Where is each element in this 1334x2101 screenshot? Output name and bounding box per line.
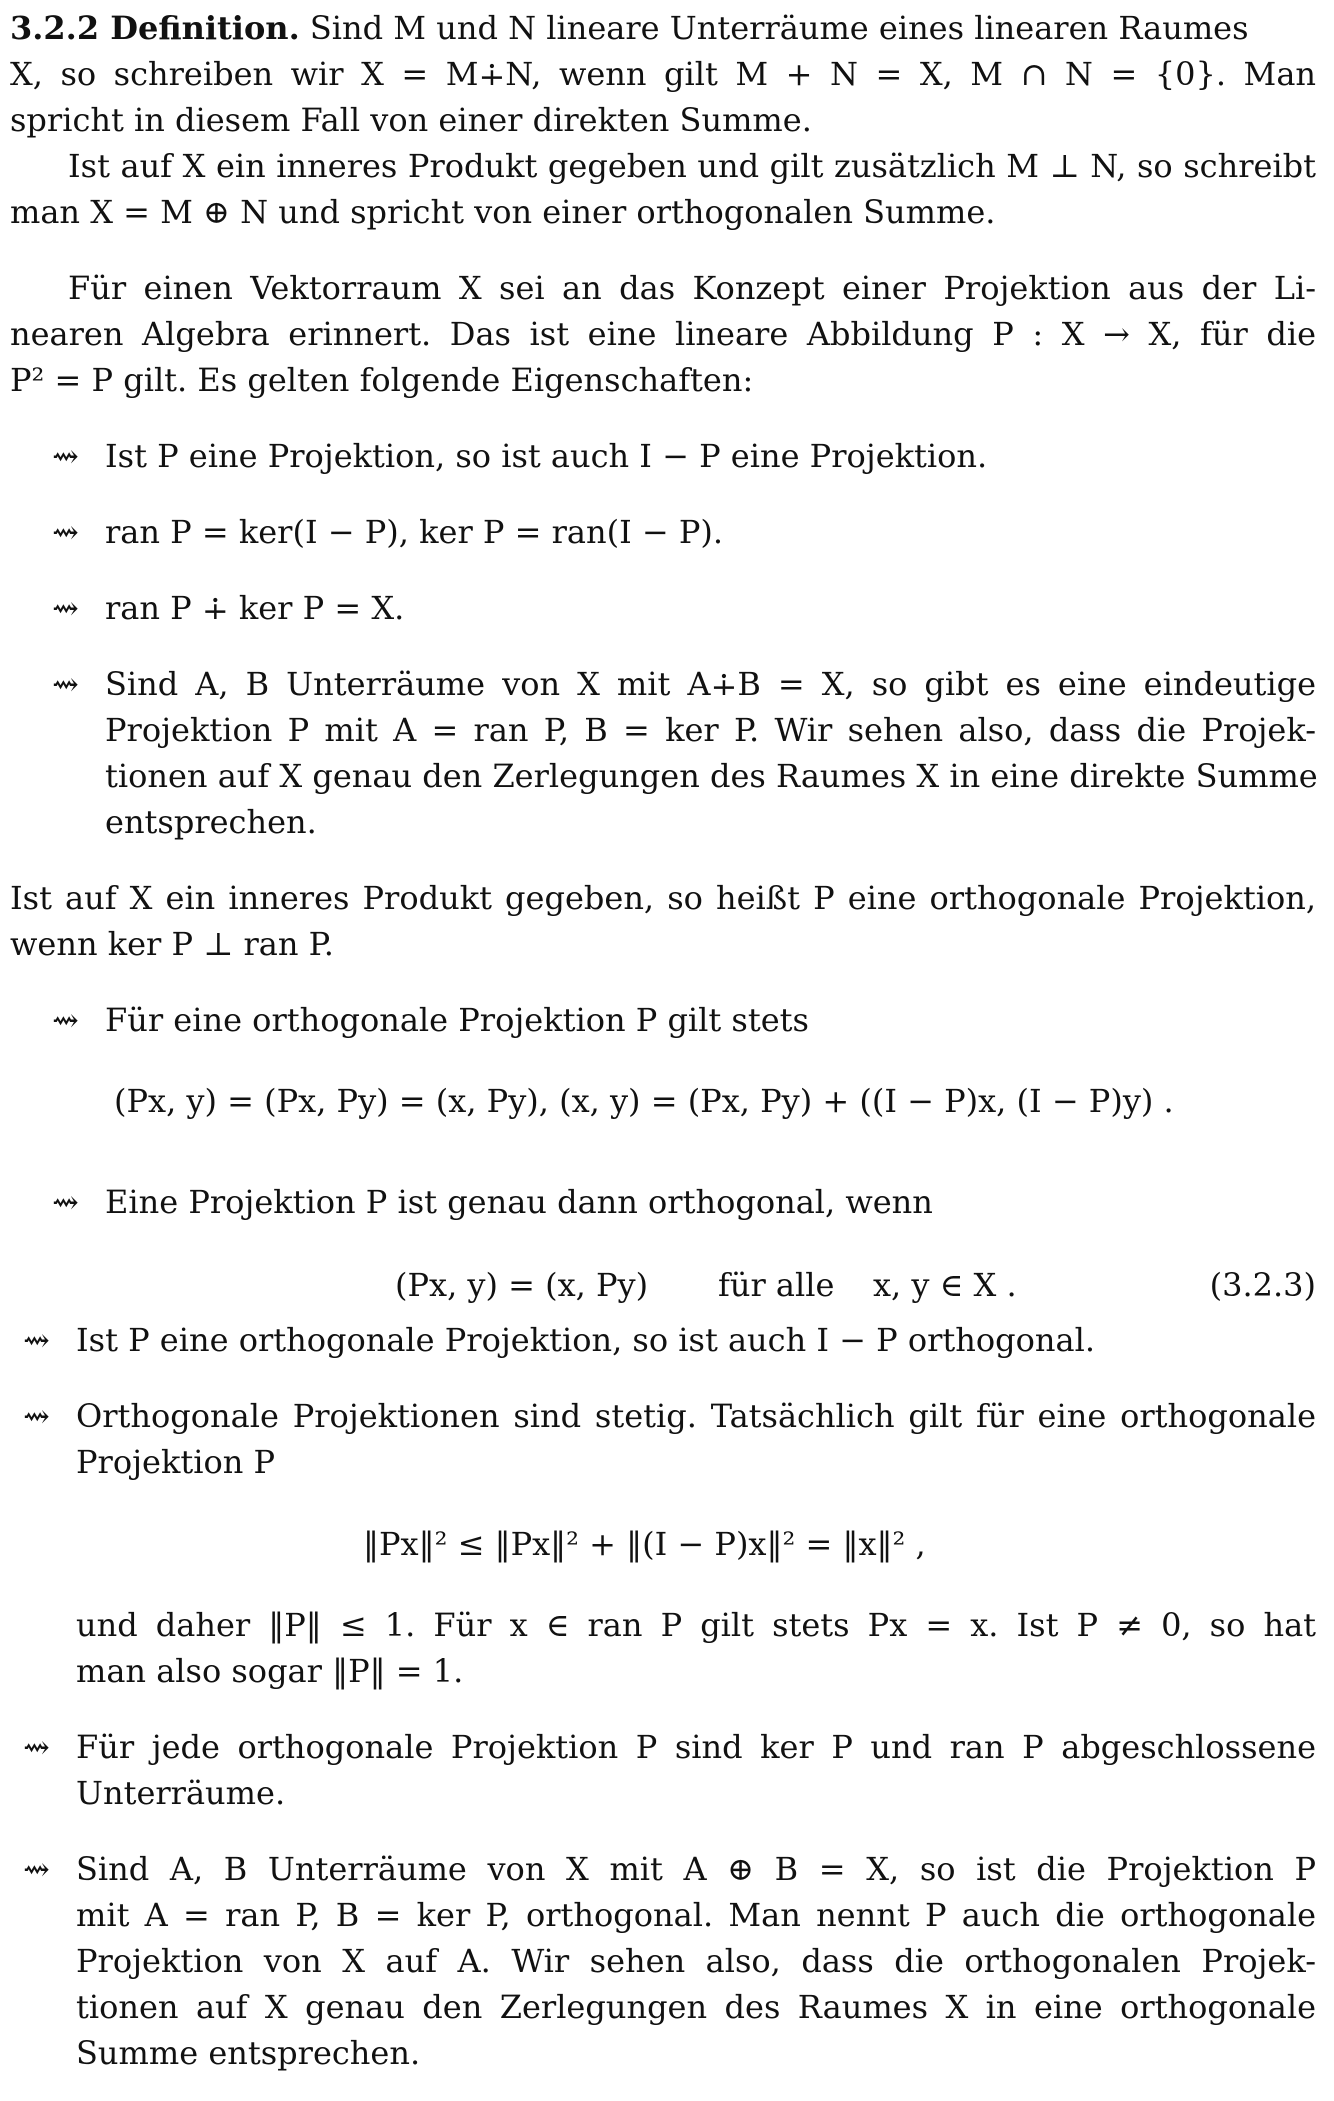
- definition-line-3: spricht in diesem Fall von einer direkten Summe.: [10, 101, 812, 139]
- orthogonal-def-line-1: Ist auf X ein inneres Produkt gegeben, so heißt P eine orthogonale Projektion,: [10, 879, 1316, 917]
- orthogonal-property-6-line-4: tionen auf X genau den Zerlegungen des Raumes X in eine orthogonale: [76, 1988, 1316, 2026]
- orthogonal-property-4-line-3: und daher ‖P‖ ≤ 1. Für x ∈ ran P gilt stets Px = x. Ist P ≠ 0, so hat: [76, 1606, 1316, 1644]
- property-unique-projection-4: entsprechen.: [105, 803, 317, 841]
- property-projection-complement: Ist P eine Projektion, so ist auch I − P eine Projektion.: [105, 437, 988, 475]
- property-unique-projection-1: Sind A, B Unterräume von X mit A∔B = X, so gibt es eine eindeutige: [105, 665, 1316, 703]
- orthogonal-property-4-line-4: man also sogar ‖P‖ = 1.: [76, 1652, 464, 1690]
- orthogonal-property-6-line-5: Summe entsprechen.: [76, 2034, 421, 2072]
- definition-label: 3.2.2 Definition.: [10, 9, 300, 47]
- definition-line-4: Ist auf X ein inneres Produkt gegeben und gilt zusätzlich M ⊥ N, so schreibt: [68, 147, 1316, 185]
- intro-line-2: nearen Algebra erinnert. Das ist eine lineare Abbildung P : X → X, für die: [10, 315, 1316, 353]
- bullet-icon: ⇝: [52, 665, 79, 703]
- intro-line-3: P² = P gilt. Es gelten folgende Eigenschaften:: [10, 361, 754, 399]
- equation-3-2-3-mid: für alle: [718, 1266, 835, 1304]
- definition-text-1: Sind M und N lineare Unterräume eines linearen Raumes: [309, 9, 1249, 47]
- bullet-icon: ⇝: [23, 1728, 50, 1766]
- orthogonal-property-3: Ist P eine orthogonale Projektion, so ist auch I − P orthogonal.: [76, 1321, 1095, 1359]
- orthogonal-property-6-line-2: mit A = ran P, B = ker P, orthogonal. Man nennt P auch die orthogonale: [76, 1896, 1316, 1934]
- property-direct-sum: ran P ∔ ker P = X.: [105, 589, 405, 627]
- orthogonal-property-2: Eine Projektion P ist genau dann orthogonal, wenn: [105, 1183, 933, 1221]
- bullet-icon: ⇝: [52, 437, 79, 475]
- definition-line-2: X, so schreiben wir X = M∔N, wenn gilt M + N = X, M ∩ N = {0}. Man: [10, 55, 1316, 93]
- orthogonal-property-6-line-1: Sind A, B Unterräume von X mit A ⊕ B = X, so ist die Projektion P: [76, 1850, 1316, 1888]
- equation-3-2-3-rhs: x, y ∈ X .: [873, 1266, 1017, 1304]
- orthogonal-def-line-2: wenn ker P ⊥ ran P.: [10, 925, 334, 963]
- orthogonal-property-5-line-2: Unterräume.: [76, 1774, 286, 1812]
- orthogonal-property-4-line-1: Orthogonale Projektionen sind stetig. Tatsächlich gilt für eine orthogonale: [76, 1397, 1316, 1435]
- orthogonal-property-6-line-3: Projektion von X auf A. Wir sehen also, dass die orthogonalen Projek-: [76, 1942, 1316, 1980]
- bullet-icon: ⇝: [23, 1397, 50, 1435]
- intro-line-1: Für einen Vektorraum X sei an das Konzept einer Projektion aus der Li-: [68, 269, 1316, 307]
- bullet-icon: ⇝: [52, 1001, 79, 1039]
- equation-3-2-3-lhs: (Px, y) = (x, Py): [395, 1266, 649, 1304]
- property-unique-projection-2: Projektion P mit A = ran P, B = ker P. Wir sehen also, dass die Projek-: [105, 711, 1316, 749]
- bullet-icon: ⇝: [52, 589, 79, 627]
- property-ran-ker: ran P = ker(I − P), ker P = ran(I − P).: [105, 513, 724, 551]
- definition-line-5: man X = M ⊕ N und spricht von einer orthogonalen Summe.: [10, 193, 996, 231]
- orthogonal-property-1: Für eine orthogonale Projektion P gilt stets: [105, 1001, 809, 1039]
- definition-line-1: [10, 5, 1316, 51]
- property-unique-projection-3: tionen auf X genau den Zerlegungen des Raumes X in eine direkte Summe: [105, 757, 1318, 795]
- bullet-icon: ⇝: [23, 1850, 50, 1888]
- norm-inequality-equation: ‖Px‖² ≤ ‖Px‖² + ‖(I − P)x‖² = ‖x‖² ,: [363, 1525, 926, 1563]
- orthogonal-property-5-line-1: Für jede orthogonale Projektion P sind ker P und ran P abgeschlossene: [76, 1728, 1316, 1766]
- orthogonal-property-1-equation: (Px, y) = (Px, Py) = (x, Py), (x, y) = (Px, Py) + ((I − P)x, (I − P)y) .: [114, 1082, 1174, 1120]
- bullet-icon: ⇝: [52, 1183, 79, 1221]
- bullet-icon: ⇝: [52, 513, 79, 551]
- bullet-icon: ⇝: [23, 1321, 50, 1359]
- orthogonal-property-4-line-2: Projektion P: [76, 1443, 276, 1481]
- equation-number: (3.2.3): [1209, 1266, 1316, 1304]
